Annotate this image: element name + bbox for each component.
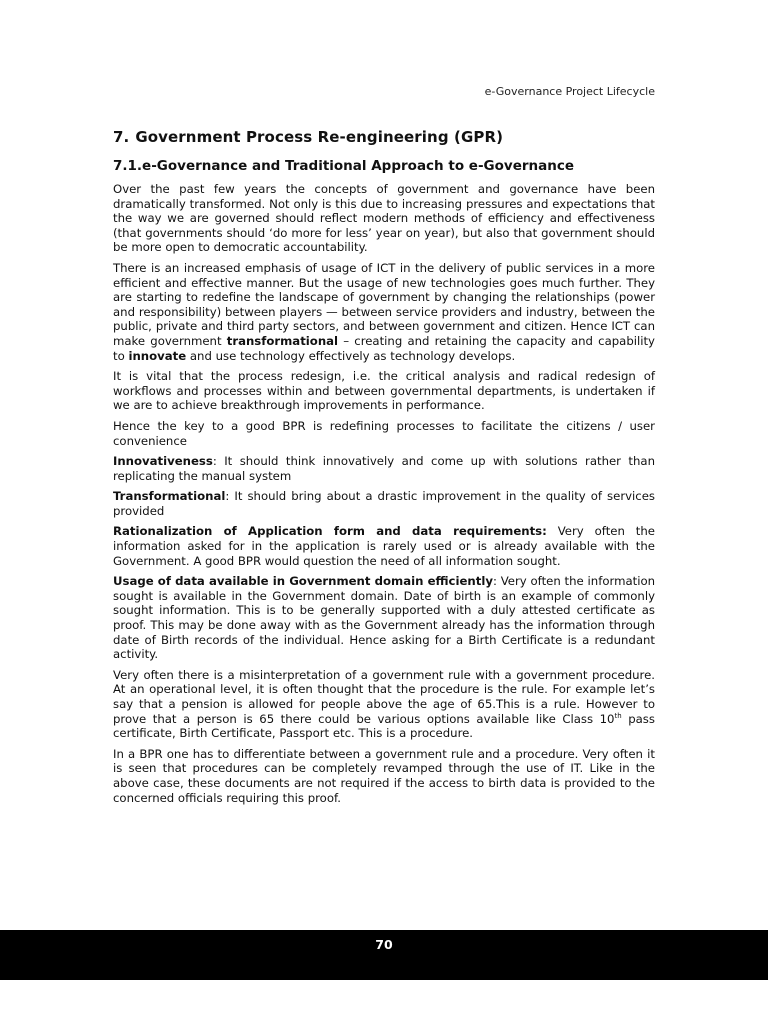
paragraph-text: : Very often the information sought is available in the Government domain. Date of birth is an example of commonly sought information. This is to be generally supported with a duly attested certificate as proof. This may be done away with as the Government already has the information through date of Birth records of the individual. Hence asking for a Birth Certificate is a redundant activity.: [113, 574, 656, 662]
paragraph-transformational: [113, 489, 655, 518]
paragraph-innovativeness: [113, 454, 655, 483]
paragraph-text: pass certificate, Birth Certificate, Passport etc. This is a procedure.: [113, 711, 655, 741]
paragraph-text: : It should think innovatively and come up with solutions rather than replicating the manual system: [113, 454, 655, 483]
bold-term-transformational: transformational: [226, 333, 339, 348]
section-heading: [113, 128, 655, 146]
superscript-th: th: [614, 711, 622, 720]
section-title: Government Process Re-engineering (GPR): [135, 128, 504, 146]
paragraph-text: Very often there is a misinterpretation of a government rule with a government procedure. At an operational level, it is often thought that the procedure is the rule. For example let’s say that a pension is allowed for people above the age of 65.This is a rule. However to prove that a person is 65 there could be various options available like Class 10: [113, 667, 655, 726]
page-number: 70: [375, 937, 393, 952]
paragraph-text: Very often the information asked for in the application is rarely used or is already available with the Government. A good BPR would question the need of all information sought.: [113, 524, 655, 568]
section-number: 7.: [113, 128, 130, 146]
bold-term-data-usage: Usage of data available in Government domain efficiently: [113, 574, 493, 589]
paragraph-process-redesign: It is vital that the process redesign, i.e. the critical analysis and radical redesign of workflows and processes within and between governmental departments, is undertaken if we are to achieve breakthrough improvements in performance.: [113, 369, 655, 413]
paragraph-bpr-key: Hence the key to a good BPR is redefining processes to facilitate the citizens / user convenience: [113, 418, 655, 448]
bold-term-transformational-heading: Transformational: [113, 489, 226, 504]
paragraph-text: and use technology effectively as technology develops.: [186, 348, 516, 363]
paragraph-text: There is an increased emphasis of usage of ICT in the delivery of public services in a more efficient and effective manner. But the usage of new technologies goes much further. They are starting to redefine the landscape of government by changing the relationships (power and responsibility) between players — between service providers and industry, between the public, private and third party sectors, and between government and citizen. Hence ICT can make government: [113, 260, 655, 348]
subsection-heading: 7.1.e-Governance and Traditional Approach to e-Governance: [113, 158, 575, 174]
paragraph-rationalization: [113, 524, 655, 568]
footer-bar: [0, 930, 768, 980]
bold-term-innovativeness: Innovativeness: [113, 454, 213, 469]
paragraph-governance-transformation: Over the past few years the concepts of government and governance have been dramatically transformed. Not only is this due to increasing pressures and expectations that the way we are governed should reflect modern methods of efficiency and effectiveness (that governments should ‘do more for less’ year on year), but also that government should be more open to democratic accountability.: [113, 182, 655, 255]
paragraph-rule-vs-procedure: [113, 668, 655, 741]
paragraph-text: : It should bring about a drastic improvement in the quality of services provided: [113, 489, 655, 518]
paragraph-data-usage: [113, 574, 655, 662]
paragraph-ict-emphasis: [113, 261, 655, 363]
page-content: [113, 128, 655, 811]
bold-term-innovate: innovate: [128, 348, 187, 363]
paragraph-bpr-differentiate: In a BPR one has to differentiate between a government rule and a procedure. Very often it is seen that procedures can be completely revamped through the use of IT. Like in the above case, these documents are not required if the access to birth data is provided to the concerned officials requiring this proof.: [113, 746, 655, 805]
running-header: e-Governance Project Lifecycle: [484, 85, 655, 98]
paragraph-text: – creating and retaining the capacity and capability to: [113, 333, 655, 363]
bold-term-rationalization: Rationalization of Application form and data requirements:: [113, 524, 547, 539]
